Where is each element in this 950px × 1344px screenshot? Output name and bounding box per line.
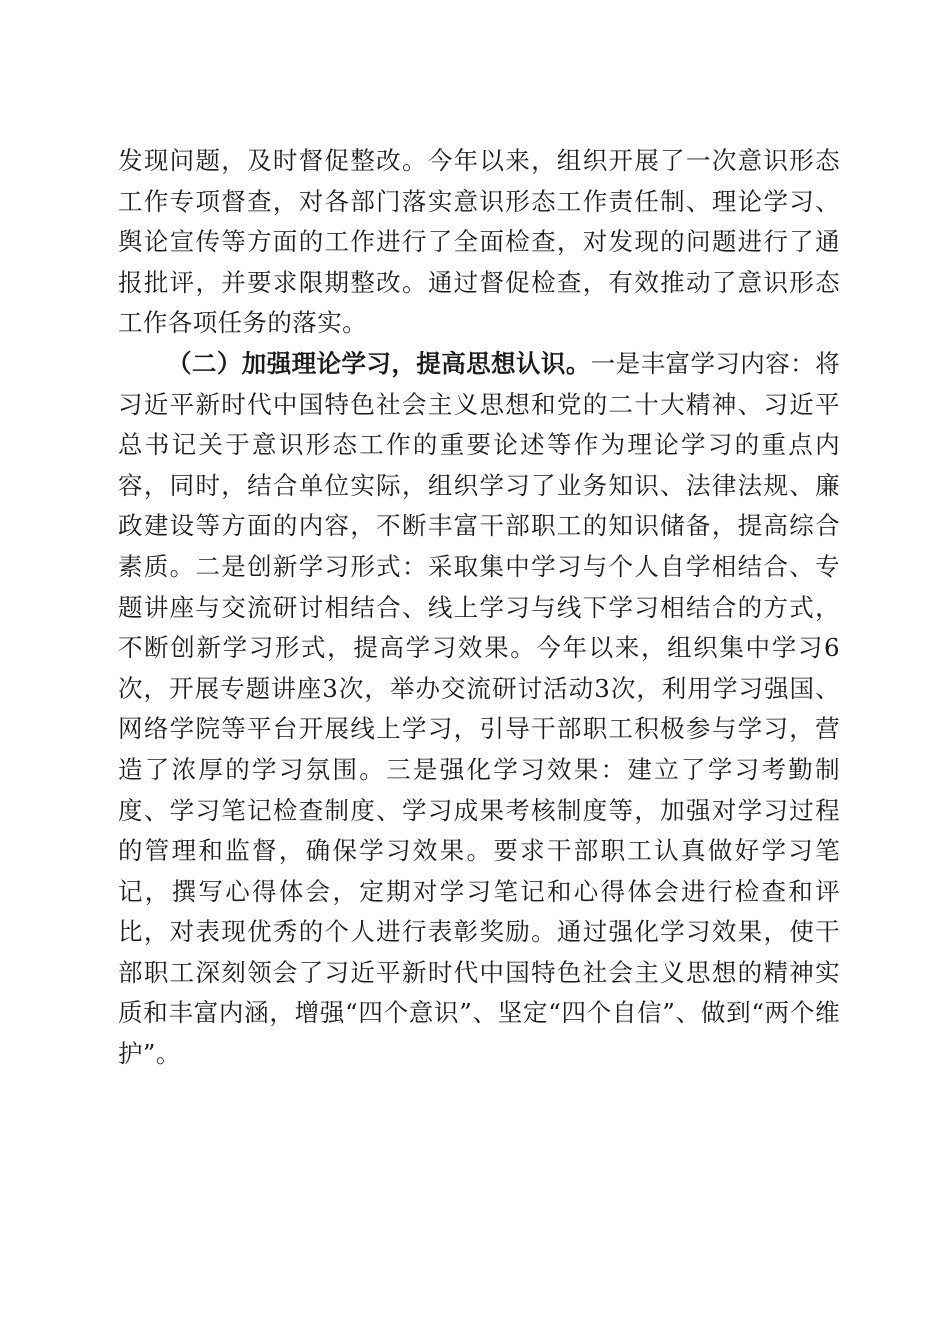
paragraph-text: 发现问题，及时督促整改。今年以来，组织开展了一次意识形态工作专项督查，对各部门落实意识形态工作责任制、理论学习、舆论宣传等方面的工作进行了全面检查，对发现的问题进行了通报批评，并要求限期整改。通过督促检查，有效推动了意识形态工作各项任务的落实。 <box>118 146 840 338</box>
document-body <box>118 141 840 1075</box>
paragraph-theory-study <box>118 344 840 1075</box>
paragraph-supervision-continued <box>118 141 840 344</box>
section-heading: （二）加强理论学习，提高思想认识。 <box>167 348 591 378</box>
paragraph-text: 一是丰富学习内容：将习近平新时代中国特色社会主义思想和党的二十大精神、习近平总书记关于意识形态工作的重要论述等作为理论学习的重点内容，同时，结合单位实际，组织学习了业务知识、法律法规、廉政建设等方面的内容，不断丰富干部职工的知识储备，提高综合素质。二是创新学习形式：采取集中学习与个人自学相结合、专题讲座与交流研讨相结合、线上学习与线下学习相结合的方式，不断创新学习形式，提高学习效果。今年以来，组织集中学习6次，开展专题讲座3次，举办交流研讨活动3次，利用学习强国、网络学院等平台开展线上学习，引导干部职工积极参与学习，营造了浓厚的学习氛围。三是强化学习效果：建立了学习考勤制度、学习笔记检查制度、学习成果考核制度等，加强对学习过程的管理和监督，确保学习效果。要求干部职工认真做好学习笔记，撰写心得体会，定期对学习笔记和心得体会进行检查和评比，对表现优秀的个人进行表彰奖励。通过强化学习效果，使干部职工深刻领会了习近平新时代中国特色社会主义思想的精神实质和丰富内涵，增强“四个意识”、坚定“四个自信”、做到“两个维护”。 <box>118 348 840 1069</box>
